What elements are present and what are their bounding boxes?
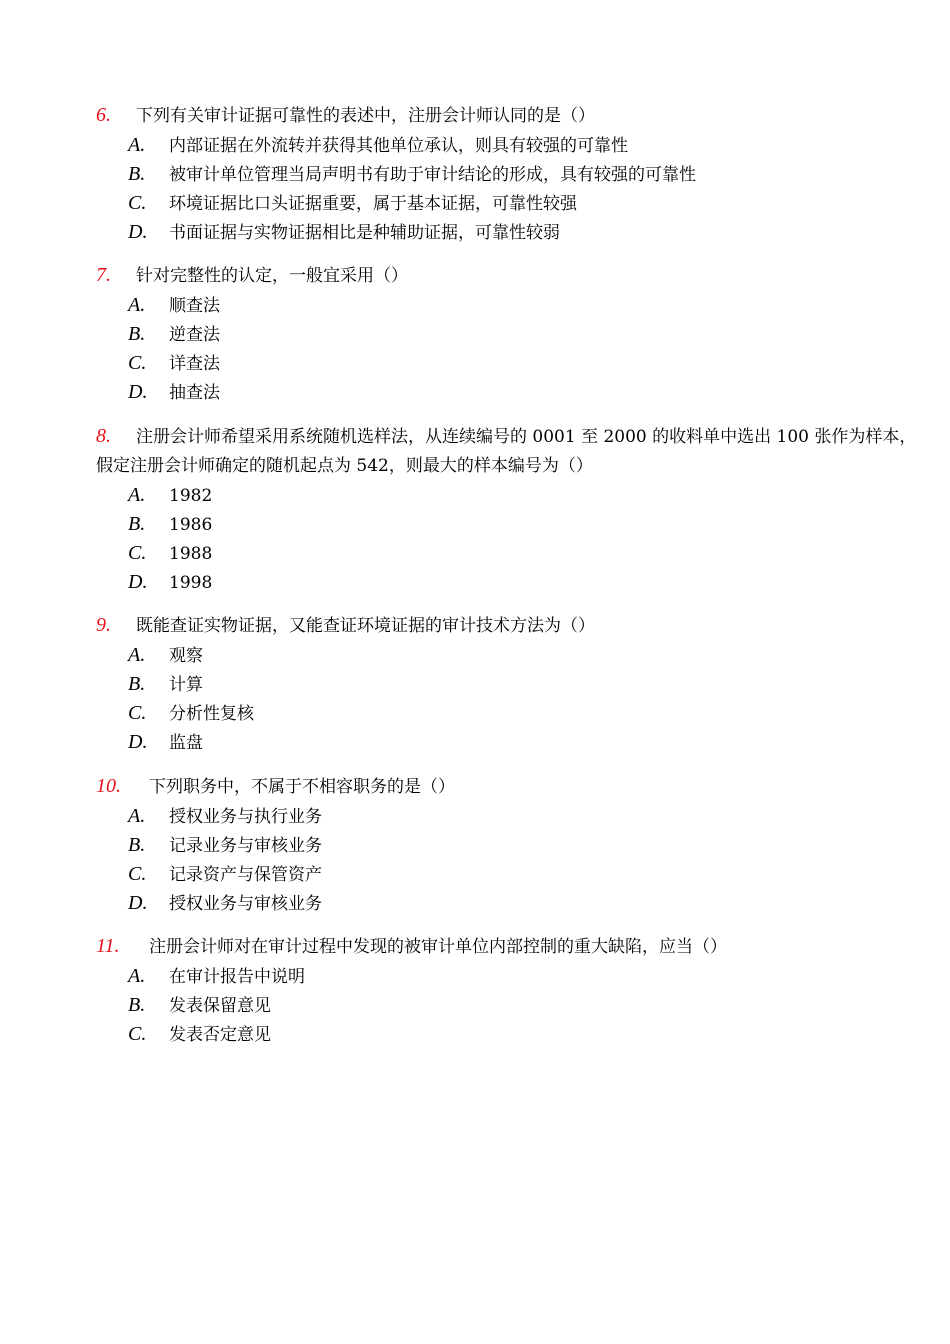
option-letter: A. [128,965,146,987]
option-letter: D. [128,892,148,914]
option-c [128,860,926,889]
option-text: 发表保留意见 [169,996,271,1016]
option-letter: A. [128,294,146,316]
option-letter: A. [128,484,146,506]
option-text: 授权业务与审核业务 [169,894,322,914]
question-stem [96,101,926,131]
option-d [128,218,926,247]
option-letter: C. [128,1023,147,1045]
option-c [128,699,926,728]
option-a [128,481,926,510]
question-text: 注册会计师希望采用系统随机选样法，从连续编号的 0001 至 2000 的收料单中选出 100 张作为样本，假定注册会计师确定的随机起点为 542，则最大的样本编号为（） [96,427,917,476]
question-6 [96,101,926,247]
question-text: 下列职务中，不属于不相容职务的是（） [149,777,455,797]
option-text: 分析性复核 [169,704,254,724]
option-text: 抽查法 [169,383,220,403]
option-letter: A. [128,644,146,666]
option-text: 被审计单位管理当局声明书有助于审计结论的形成，具有较强的可靠性 [169,165,696,185]
option-text: 发表否定意见 [169,1025,271,1045]
question-text: 既能查证实物证据，又能查证环境证据的审计技术方法为（） [136,616,595,636]
option-b [128,670,926,699]
question-text: 下列有关审计证据可靠性的表述中，注册会计师认同的是（） [136,106,595,126]
option-b [128,510,926,539]
option-letter: C. [128,542,147,564]
option-text: 详查法 [169,354,220,374]
option-c [128,349,926,378]
option-letter: B. [128,994,146,1016]
option-text: 逆查法 [169,325,220,345]
option-d [128,728,926,757]
question-text: 注册会计师对在审计过程中发现的被审计单位内部控制的重大缺陷，应当（） [149,937,727,957]
option-letter: C. [128,352,147,374]
option-text: 授权业务与执行业务 [169,807,322,827]
question-number: 11. [96,935,120,957]
option-letter: D. [128,731,148,753]
option-text: 记录资产与保管资产 [169,865,322,885]
option-text: 观察 [169,646,203,666]
question-stem [96,932,926,962]
option-text: 1998 [169,573,213,593]
option-d [128,378,926,407]
option-letter: C. [128,863,147,885]
option-a [128,641,926,670]
question-10 [96,772,926,918]
option-text: 在审计报告中说明 [169,967,305,987]
option-a [128,962,926,991]
option-letter: C. [128,192,147,214]
option-letter: D. [128,381,148,403]
question-number: 6. [96,104,111,126]
option-letter: B. [128,513,146,535]
option-text: 环境证据比口头证据重要，属于基本证据，可靠性较强 [169,194,577,214]
option-b [128,831,926,860]
option-text: 内部证据在外流转并获得其他单位承认，则具有较强的可靠性 [169,136,628,156]
option-a [128,291,926,320]
question-number: 8. [96,425,111,447]
option-letter: B. [128,673,146,695]
option-b [128,320,926,349]
option-text: 1986 [169,515,213,535]
option-text: 顺查法 [169,296,220,316]
option-text: 书面证据与实物证据相比是种辅助证据，可靠性较弱 [169,223,560,243]
question-11 [96,932,926,1049]
question-stem [96,422,926,481]
question-9 [96,611,926,757]
option-letter: B. [128,834,146,856]
question-8 [96,422,926,597]
option-b [128,991,926,1020]
option-letter: A. [128,134,146,156]
option-c [128,539,926,568]
question-7 [96,261,926,407]
question-text: 针对完整性的认定，一般宜采用（） [136,266,408,286]
question-number: 9. [96,614,111,636]
option-letter: C. [128,702,147,724]
question-stem [96,611,926,641]
option-c [128,1020,926,1049]
question-number: 10. [96,775,121,797]
option-b [128,160,926,189]
option-d [128,889,926,918]
question-number: 7. [96,264,111,286]
option-a [128,802,926,831]
option-text: 监盘 [169,733,203,753]
option-text: 1988 [169,544,213,564]
question-stem [96,261,926,291]
option-text: 计算 [169,675,203,695]
option-text: 1982 [169,486,213,506]
option-letter: D. [128,571,148,593]
option-c [128,189,926,218]
option-letter: A. [128,805,146,827]
option-text: 记录业务与审核业务 [169,836,322,856]
question-stem [96,772,926,802]
option-a [128,131,926,160]
option-letter: B. [128,323,146,345]
option-d [128,568,926,597]
option-letter: B. [128,163,146,185]
option-letter: D. [128,221,148,243]
